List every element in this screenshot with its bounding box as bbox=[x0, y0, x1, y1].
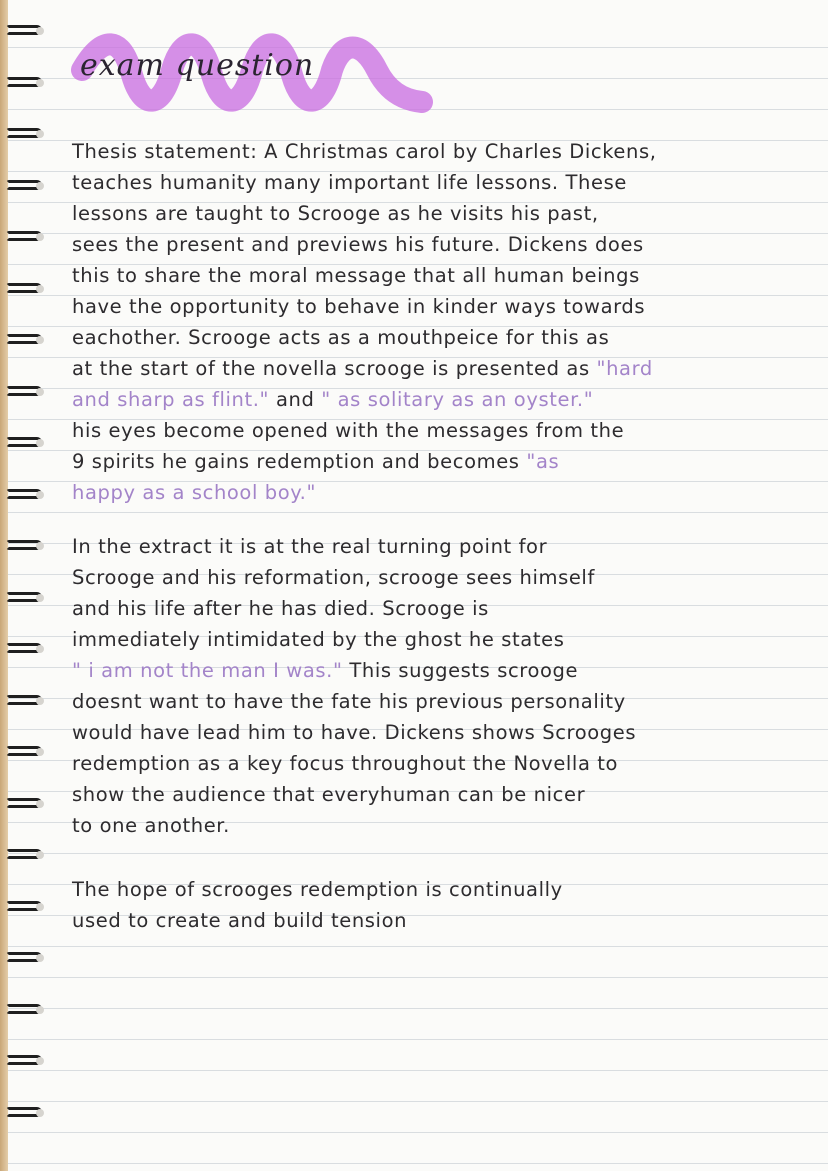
text-line bbox=[72, 446, 822, 477]
spiral-coil bbox=[6, 537, 46, 555]
text-line bbox=[72, 167, 822, 198]
text-line bbox=[72, 779, 822, 810]
punch-hole bbox=[36, 697, 44, 705]
body-text: to one another. bbox=[72, 814, 230, 837]
body-text: In the extract it is at the real turning point for bbox=[72, 535, 548, 558]
punch-hole bbox=[36, 1109, 44, 1117]
body-text: immediately intimidated by the ghost he states bbox=[72, 628, 565, 651]
spiral-binding bbox=[6, 10, 46, 1160]
title-block bbox=[62, 30, 442, 115]
text-line bbox=[72, 593, 822, 624]
text-line bbox=[72, 384, 822, 415]
spiral-coil bbox=[6, 280, 46, 298]
spiral-coil bbox=[6, 228, 46, 246]
punch-hole bbox=[36, 954, 44, 962]
quote-text: "as bbox=[526, 450, 560, 473]
punch-hole bbox=[36, 388, 44, 396]
spiral-coil bbox=[6, 434, 46, 452]
punch-hole bbox=[36, 233, 44, 241]
punch-hole bbox=[36, 800, 44, 808]
body-text: used to create and build tension bbox=[72, 909, 408, 932]
punch-hole bbox=[36, 748, 44, 756]
text-line bbox=[72, 229, 822, 260]
body-text: Scrooge and his reformation, scrooge sees himself bbox=[72, 566, 595, 589]
body-text: teaches humanity many important life lessons. These bbox=[72, 171, 627, 194]
quote-text: " as solitary as an oyster." bbox=[321, 388, 594, 411]
body-text: would have lead him to have. Dickens shows Scrooges bbox=[72, 721, 637, 744]
text-line bbox=[72, 353, 822, 384]
spiral-coil bbox=[6, 383, 46, 401]
text-line bbox=[72, 291, 822, 322]
body-text: sees the present and previews his future. Dickens does bbox=[72, 233, 644, 256]
text-line bbox=[72, 477, 822, 508]
text-line bbox=[72, 810, 822, 841]
punch-hole bbox=[36, 27, 44, 35]
spiral-coil bbox=[6, 74, 46, 92]
page-title: exam question bbox=[80, 48, 315, 83]
text-line bbox=[72, 748, 822, 779]
text-line bbox=[72, 198, 822, 229]
paragraph-thesis bbox=[72, 136, 822, 508]
punch-hole bbox=[36, 336, 44, 344]
punch-hole bbox=[36, 285, 44, 293]
spiral-coil bbox=[6, 795, 46, 813]
punch-hole bbox=[36, 130, 44, 138]
paragraph-hope bbox=[72, 874, 822, 936]
body-text: doesnt want to have the fate his previous personality bbox=[72, 690, 626, 713]
punch-hole bbox=[36, 903, 44, 911]
text-line bbox=[72, 136, 822, 167]
body-text: have the opportunity to behave in kinder ways towards bbox=[72, 295, 646, 318]
body-text: at the start of the novella scrooge is presented as bbox=[72, 357, 597, 380]
spiral-coil bbox=[6, 898, 46, 916]
spiral-coil bbox=[6, 743, 46, 761]
body-text: lessons are taught to Scrooge as he visits his past, bbox=[72, 202, 599, 225]
body-text: 9 spirits he gains redemption and becomes bbox=[72, 450, 527, 473]
punch-hole bbox=[36, 1006, 44, 1014]
text-line bbox=[72, 905, 822, 936]
spiral-coil bbox=[6, 1001, 46, 1019]
text-line bbox=[72, 874, 822, 905]
punch-hole bbox=[36, 439, 44, 447]
punch-hole bbox=[36, 79, 44, 87]
spiral-coil bbox=[6, 692, 46, 710]
spiral-coil bbox=[6, 331, 46, 349]
body-text: redemption as a key focus throughout the Novella to bbox=[72, 752, 619, 775]
punch-hole bbox=[36, 645, 44, 653]
punch-hole bbox=[36, 491, 44, 499]
quote-text: happy as a school boy." bbox=[72, 481, 317, 504]
punch-hole bbox=[36, 1057, 44, 1065]
punch-hole bbox=[36, 542, 44, 550]
text-line bbox=[72, 717, 822, 748]
spiral-coil bbox=[6, 640, 46, 658]
spiral-coil bbox=[6, 125, 46, 143]
punch-hole bbox=[36, 594, 44, 602]
body-text: his eyes become opened with the messages from the bbox=[72, 419, 625, 442]
text-line bbox=[72, 686, 822, 717]
body-text: this to share the moral message that all human beings bbox=[72, 264, 640, 287]
spiral-coil bbox=[6, 949, 46, 967]
paragraph-extract bbox=[72, 531, 822, 841]
body-text: The hope of scrooges redemption is continually bbox=[72, 878, 563, 901]
quote-text: and sharp as flint." bbox=[72, 388, 270, 411]
quote-text: " i am not the man I was." bbox=[72, 659, 343, 682]
body-text: This suggests scrooge bbox=[342, 659, 579, 682]
text-line bbox=[72, 415, 822, 446]
body-text: and bbox=[269, 388, 322, 411]
punch-hole bbox=[36, 851, 44, 859]
spiral-coil bbox=[6, 1104, 46, 1122]
text-line bbox=[72, 624, 822, 655]
body-text: and his life after he has died. Scrooge is bbox=[72, 597, 489, 620]
text-line bbox=[72, 322, 822, 353]
body-text: show the audience that everyhuman can be nicer bbox=[72, 783, 586, 806]
spiral-coil bbox=[6, 589, 46, 607]
text-line bbox=[72, 562, 822, 593]
punch-hole bbox=[36, 182, 44, 190]
spiral-coil bbox=[6, 846, 46, 864]
text-line bbox=[72, 531, 822, 562]
spiral-coil bbox=[6, 22, 46, 40]
spiral-coil bbox=[6, 1052, 46, 1070]
spiral-coil bbox=[6, 177, 46, 195]
body-text: eachother. Scrooge acts as a mouthpeice for this as bbox=[72, 326, 610, 349]
spiral-coil bbox=[6, 486, 46, 504]
text-line bbox=[72, 655, 822, 686]
text-line bbox=[72, 260, 822, 291]
body-text: Thesis statement: A Christmas carol by Charles Dickens, bbox=[72, 140, 657, 163]
quote-text: "hard bbox=[596, 357, 653, 380]
